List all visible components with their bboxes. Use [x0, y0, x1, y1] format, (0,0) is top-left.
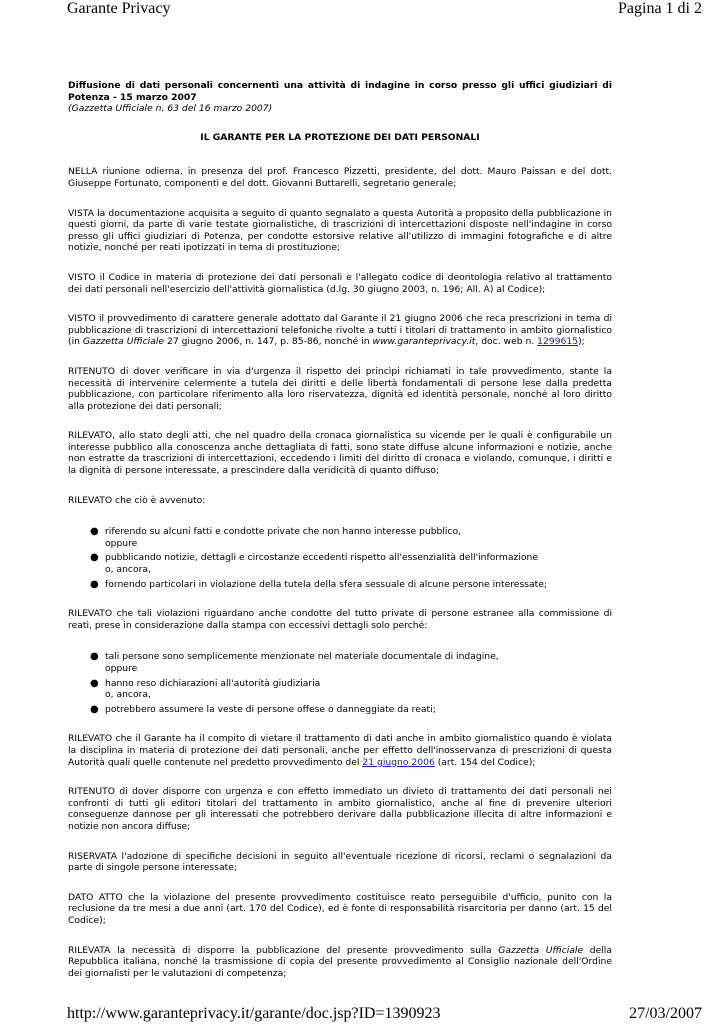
paragraph-riservata: RISERVATA l'adozione di specifiche decisioni in seguito all'eventuale ricezione di ricorsi, reclami o segnalazioni da parte di singole persone interessate; [68, 850, 612, 874]
document-subtitle: (Gazzetta Ufficiale n. 63 del 16 marzo 2007) [68, 103, 273, 115]
bullet-list-perche [68, 651, 612, 715]
list-item: ● riferendo su alcuni fatti e condotte private che non hanno interesse pubblico, oppure [90, 526, 462, 549]
bullet-icon: ● [90, 703, 99, 715]
paragraph-rilevato-violazioni: RILEVATO che tali violazioni riguardano anche condotte del tutto private di persone estranee alla commissione di reati, prese in considerazione dalla stampa con eccessivi dettagli solo perché: [68, 608, 612, 631]
authority-heading: IL GARANTE PER LA PROTEZIONE DEI DATI PERSONALI [200, 131, 480, 143]
bullet-list-avvenuto [68, 526, 612, 590]
bullet-icon: ● [90, 677, 99, 689]
list-item: ● hanno reso dichiarazioni all'autorità giudiziaria o, ancora, [90, 677, 321, 701]
list-item: ● fornendo particolari in violazione della tutela della sfera sessuale di alcune persone interessate; [90, 578, 548, 590]
header-page-number: Pagina 1 di 2 [618, 0, 702, 17]
paragraph-visto-provvedimento: VISTO il provvedimento di carattere generale adottato dal Garante il 21 giugno 2006 che reca prescrizioni in tema di pubblicazione di trascrizioni di intercettazioni telefoniche rivolte a tutti i titolari di trattamento in ambito giornalistico (in Gazzetta Ufficiale 27 giugno 2006, n. 147, p. 85-86, nonché in www.garanteprivacy.it, doc. web n. 1299615); [68, 313, 612, 348]
paragraph-ritenuto-verificare: RITENUTO di dover verificare in via d'urgenza il rispetto dei princìpi richiamati in tale provvedimento, stante la necessità di intervenire celermente a tutela dei diritti e delle libertà fondamentali di persone lese dalla predetta pubblicazione, con particolare riferimento alla loro riservatezza, dignità ed identità personale, nonché al loro diritto alla protezione dei dati personali; [68, 365, 612, 412]
paragraph-ritenuto-disporre: RITENUTO di dover disporre con urgenza e con effetto immediato un divieto di trattamento dei dati personali nei confronti di tutti gli editori titolari del trattamento in ambito giornalistico, anche al fine di prevenire ulteriori conseguenze dannose per gli interessati che potrebbero derivare dalla pubblicazione illecita di altre informazioni e notizie non ancora diffuse; [68, 786, 612, 832]
footer-date: 27/03/2007 [629, 1005, 702, 1022]
paragraph-nella: NELLA riunione odierna, in presenza del prof. Francesco Pizzetti, presidente, del dott. Mauro Paissan e del dott. Giuseppe Fortunato, componenti e del dott. Giovanni Buttarelli, segretario generale; [68, 166, 612, 189]
bullet-icon: ● [90, 552, 99, 564]
paragraph-rilevato-compito: RILEVATO che il Garante ha il compito di vietare il trattamento di dati anche in ambito giornalistico quando è violata la disciplina in materia di protezione dei dati personali, anche per effetto dell'inosservanza di prescrizioni di questa Autorità quali quelle contenute nel predetto provvedimento del 21 giugno 2006 (art. 154 del Codice); [68, 733, 612, 768]
paragraph-rilevata: RILEVATA la necessità di disporre la pubblicazione del presente provvedimento sulla Gazzetta Ufficiale della Repubblica italiana, nonché la trasmissione di copia del presente provvedimento al Consiglio nazionale dell'Ordine dei giornalisti per le valutazioni di competenza; [68, 944, 612, 979]
list-item: ● pubblicando notizie, dettagli e circostanze eccedenti rispetto all'essenzialità dell'informazione o, ancora, [90, 552, 538, 576]
paragraph-visto-codice: VISTO il Codice in materia di protezione dei dati personali e l'allegato codice di deontologia relativo al trattamento dei dati personali nell'esercizio dell'attività giornalistica (d.lg. 30 giugno 2003, n. 196; All. A) al Codice); [68, 271, 612, 295]
page-header [0, 0, 724, 24]
paragraph-dato-atto: DATO ATTO che la violazione del presente provvedimento costituisce reato perseguibile d'ufficio, punito con la reclusione da tre mesi a due anni (art. 170 del Codice), ed è fonte di responsabilità risarcitoria per danno (art. 15 del Codice); [68, 891, 612, 926]
bullet-icon: ● [90, 578, 99, 590]
provvedimento-date-link[interactable]: 21 giugno 2006 [362, 756, 435, 768]
page-footer [0, 1000, 724, 1024]
list-item: ● potrebbero assumere la veste di persone offese o danneggiate da reati; [90, 703, 436, 715]
list-item: ● tali persone sono semplicemente menzionate nel materiale documentale di indagine, oppure [90, 651, 499, 674]
footer-url: http://www.garanteprivacy.it/garante/doc.jsp?ID=1390923 [67, 1005, 441, 1022]
bullet-icon: ● [90, 526, 99, 538]
doc-web-link[interactable]: 1299615 [537, 336, 579, 348]
paragraph-vista: VISTA la documentazione acquisita a seguito di quanto segnalato a questa Autorità a proposito della pubblicazione in questi giorni, da parte di varie testate giornalistiche, di trascrizioni di intercettazioni disposte nell'indagine in corso presso gli uffici giudiziari di Potenza, per condotte estorsive relative all'utilizzo di immagini fotografiche e di altre notizie, nonché per reati ipotizzati in tema di prostituzione; [68, 207, 612, 254]
header-site-title: Garante Privacy [67, 0, 171, 17]
paragraph-rilevato-stato: RILEVATO, allo stato degli atti, che nel quadro della cronaca giornalistica su vicende per le quali è configurabile un interesse pubblico alla conoscenza anche dettagliata di fatti, sono state diffuse alcune informazioni e notizie, anche non estratte da trascrizioni di intercettazioni, eccedendo i limiti del diritto di cronaca e violando, comunque, i diritti e la dignità di persone interessate, a prescindere dalla veridicità di quanto diffuso; [68, 430, 612, 477]
paragraph-rilevato-avvenuto: RILEVATO che ciò è avvenuto: [68, 494, 206, 506]
document-title: Diffusione di dati personali concernenti una attività di indagine in corso presso gli uffici giudiziari di Potenza - 15 marzo 2007 [68, 80, 612, 103]
document-body [68, 80, 612, 979]
bullet-icon: ● [90, 651, 99, 663]
